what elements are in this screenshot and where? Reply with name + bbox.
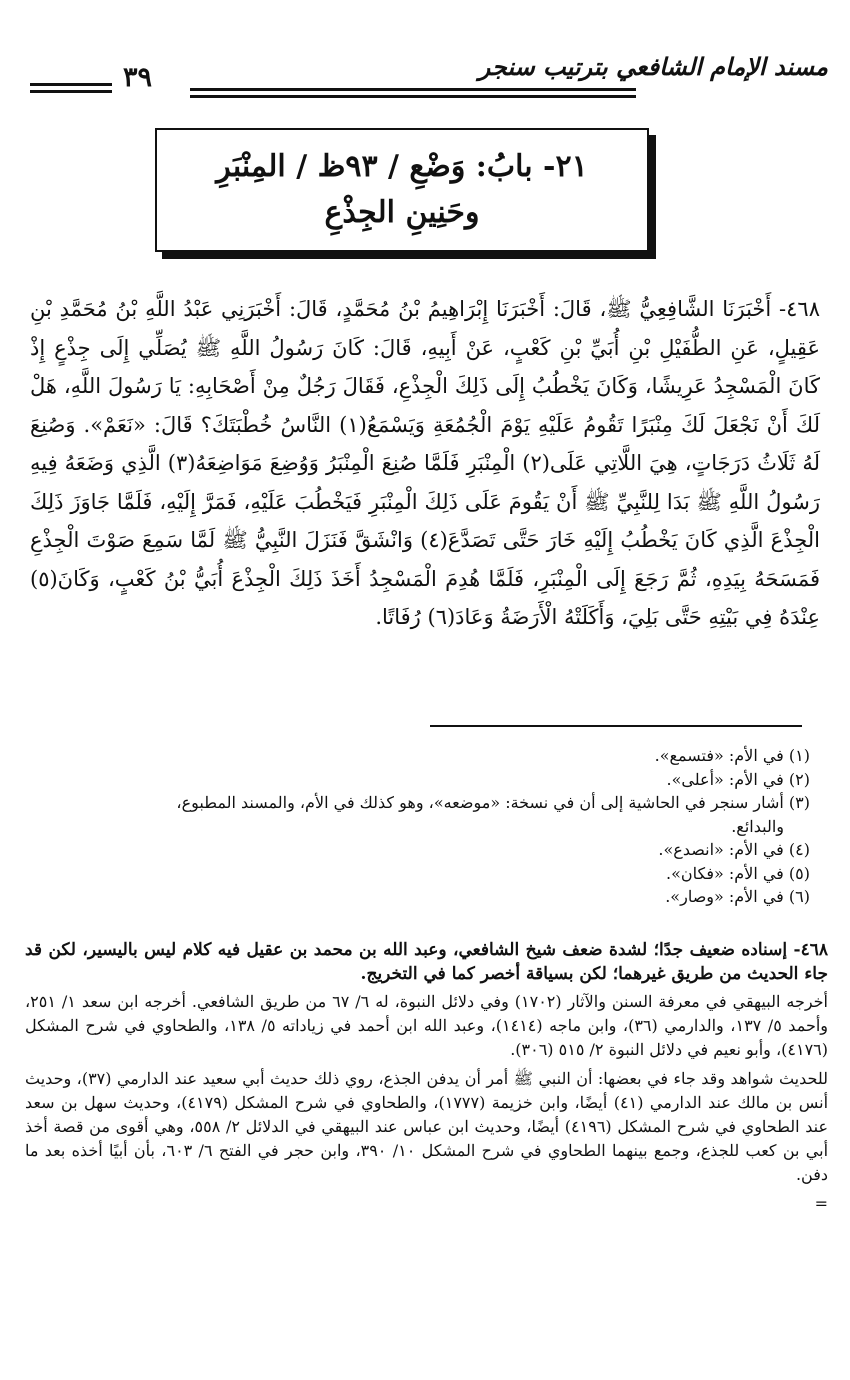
chapter-title-box xyxy=(155,128,649,252)
footnote: (٥) في الأم: «فكان». xyxy=(666,863,810,883)
footnote: (٣) أشار سنجر في الحاشية إلى أن في نسخة: «موضعه»، وهو كذلك في الأم، والمسند المطبوع، xyxy=(176,793,810,812)
shawahid-paragraph: للحديث شواهد وقد جاء في بعضها: أن النبي ﷺ أمر أن يدفن الجذع، روي ذلك حديث أبي سعيد عند الدارمي (٣٧)، وحديث أنس بن مالك عند الدارمي (٤١) أيضًا، وابن خزيمة (١٧٧٧)، والطحاوي في شرح المشكل (٤١٧٩)، وحديث سهل بن سعد عند الطحاوي في شرح المشكل (٤١٩٦) أيضًا، وحديث ابن عباس عند البيهقي في الدلائل ٢/ ٥٥٨، وهي أقوى من قصة أخذ أبي بن كعب للجذع، وجمع بينهما الطحاوي في شرح المشكل ١٠/ ٣٩٠، وابن حجر في الفتح ٦/ ٦٠٣، بأن أبيًا أخذه بعد ما دفن. xyxy=(25,1069,829,1184)
running-header-title: مسند الإمام الشافعي بترتيب سنجر xyxy=(478,52,828,81)
footnote: (٢) في الأم: «أعلى». xyxy=(666,769,810,789)
page-number: ٣٩ xyxy=(123,62,153,93)
footnote: (٤) في الأم: «انصدع». xyxy=(658,840,810,859)
footnotes xyxy=(28,744,810,909)
footnote: (١) في الأم: «فتسمع». xyxy=(654,746,810,765)
continuation-mark: = xyxy=(814,1194,828,1213)
commentary xyxy=(25,938,828,1216)
takhrij-paragraph: أخرجه البيهقي في معرفة السنن والآثار (١٧٠٢) وفي دلائل النبوة، له ٦/ ٦٧ من طريق الشافعي. أخرجه ابن سعد ١/ ٢٥١، وأحمد ٥/ ١٣٧، والدارمي (٣٦)، وابن ماجه (١٤١٤)، وعبد الله ابن أحمد في زياداته ٥/ ١٣٨، والطحاوي في شرح المشكل (٤١٧٦)، وأبو نعيم في دلائل النبوة ٢/ ٥١٥ (٣٠٦). xyxy=(25,992,829,1059)
chapter-title: ٢١- بابُ: وَضْعِ / ٩٣ظ / المِنْبَرِ وحَنِينِ الجِذْعِ xyxy=(216,149,588,230)
footnote-separator xyxy=(430,725,802,727)
footnote-continuation: والبدائع. xyxy=(731,816,784,836)
number-rule-top xyxy=(30,83,112,86)
header-rule-bottom xyxy=(190,95,636,98)
grading-paragraph: ٤٦٨- إسناده ضعيف جدًا؛ لشدة ضعف شيخ الشافعي، وعبد الله بن محمد بن عقيل فيه كلام ليس باليسير، لكن قد جاء الحديث من طريق غيرهما؛ لكن بسياقة أخصر كما في التخريج. xyxy=(25,940,828,984)
footnote: (٦) في الأم: «وصار». xyxy=(665,887,810,906)
number-rule-bottom xyxy=(30,90,112,93)
hadith-text: ٤٦٨- أَخْبَرَنَا الشَّافِعِيُّ ﷺ، قَالَ: أَخْبَرَنَا إِبْرَاهِيمُ بْنُ مُحَمَّدٍ، قَالَ: أَخْبَرَنِي عَبْدُ اللَّهِ بْنُ مُحَمَّدِ بْنِ عَقِيلٍ، عَنِ الطُّفَيْلِ بْنِ أُبَيِّ بْنِ كَعْبٍ، عَنْ أَبِيهِ، قَالَ: كَانَ رَسُولُ اللَّهِ ﷺ يُصَلِّي إِلَى جِذْعٍ إِذْ كَانَ الْمَسْجِدُ عَرِيشًا، وَكَانَ يَخْطُبُ إِلَى ذَلِكَ الْجِذْعِ، فَقَالَ رَجُلٌ مِنْ أَصْحَابِهِ: يَا رَسُولَ اللَّهِ، هَلْ لَكَ أَنْ نَجْعَلَ لَكَ مِنْبَرًا تَقُومُ عَلَيْهِ يَوْمَ الْجُمُعَةِ وَيَسْمَعُ(١) النَّاسُ خُطْبَتَكَ؟ قَالَ: «نَعَمْ». وَصُنِعَ لَهُ ثَلَاثُ دَرَجَاتٍ، هِيَ اللَّاتِي عَلَى(٢) الْمِنْبَرِ فَلَمَّا صُنِعَ الْمِنْبَرُ وَوُضِعَ مَوَاضِعَهُ(٣) الَّذِي وَضَعَهُ فِيهِ رَسُولُ اللَّهِ ﷺ بَدَا لِلنَّبِيِّ ﷺ أَنْ يَقُومَ عَلَى ذَلِكَ الْمِنْبَرِ فَيَخْطُبَ عَلَيْهِ، فَمَرَّ إِلَيْهِ، فَلَمَّا جَاوَزَ ذَلِكَ الْجِذْعَ الَّذِي كَانَ يَخْطُبُ إِلَيْهِ خَارَ حَتَّى تَصَدَّعَ(٤) وَانْشَقَّ فَنَزَلَ النَّبِيُّ ﷺ لَمَّا سَمِعَ صَوْتَ الْجِذْعِ فَمَسَحَهُ بِيَدِهِ، ثُمَّ رَجَعَ إِلَى الْمِنْبَرِ، فَلَمَّا هُدِمَ الْمَسْجِدُ أَخَذَ ذَلِكَ الْجِذْعَ أُبَيُّ بْنُ كَعْبٍ، وَكَانَ(٥) عِنْدَهُ فِي بَيْتِهِ حَتَّى بَلِيَ، وَأَكَلَتْهُ الْأَرَضَةُ وَعَادَ(٦) رُفَاتًا. xyxy=(30,297,820,629)
header-rule-top xyxy=(190,88,636,91)
